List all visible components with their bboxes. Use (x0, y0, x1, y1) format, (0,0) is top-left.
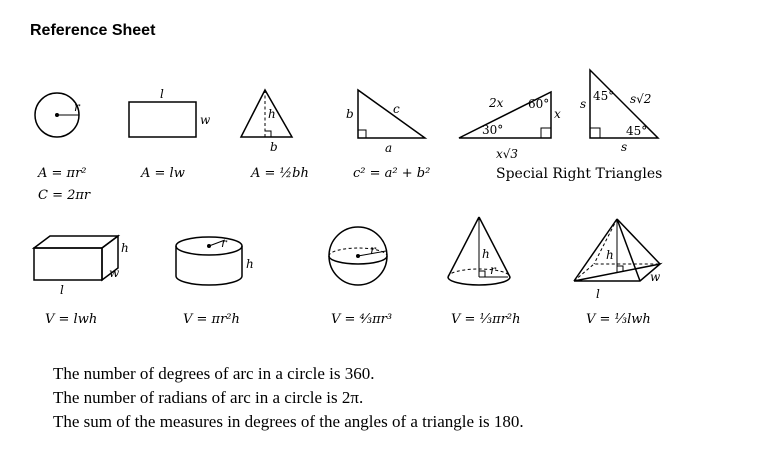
pyramid-height-label: h (606, 248, 614, 262)
right-triangle-leg-a-label: a (385, 141, 393, 155)
cone-figure (448, 217, 510, 285)
page-title: Reference Sheet (30, 22, 156, 39)
cylinder-volume-formula: V = πr²h (183, 312, 240, 327)
right-triangle-figure (346, 90, 425, 155)
triangle-base-label: b (270, 140, 278, 154)
rectangle-width-label: w (200, 113, 211, 127)
box-width-label: w (109, 266, 120, 280)
cone-volume-formula: V = ⅓πr²h (451, 312, 521, 327)
note-triangle-sum: The sum of the measures in degrees of the angles of a triangle is 180. (53, 412, 524, 431)
sphere-figure (329, 227, 387, 285)
pyramid-length-label: l (596, 287, 600, 301)
note-degrees: The number of degrees of arc in a circle is 360. (53, 364, 375, 383)
box-height-label: h (121, 241, 129, 255)
triangle-figure (241, 90, 292, 154)
cylinder-radius-label: r (221, 236, 227, 250)
pyramid-volume-formula: V = ⅓lwh (586, 312, 651, 327)
triangle-height-label: h (268, 107, 276, 121)
rectangle-length-label: l (160, 87, 164, 101)
rectangle-figure (129, 87, 211, 137)
circle-figure (35, 93, 81, 137)
circle-radius-label: r (74, 100, 80, 114)
right-triangle-hypotenuse-label: c (393, 102, 400, 116)
triangle-45-45-90-figure (580, 70, 658, 154)
angle-30-label: 30° (482, 123, 504, 137)
right-triangle-leg-b-label: b (346, 107, 354, 121)
special-right-triangles-label: Special Right Triangles (496, 166, 663, 182)
note-radians: The number of radians of arc in a circle is 2π. (53, 388, 364, 407)
cylinder-figure (176, 236, 254, 285)
hypotenuse-s-root2-label: s√2 (630, 92, 652, 106)
sphere-radius-label: r (370, 243, 376, 257)
triangle-area-formula: A = ½bh (251, 166, 309, 181)
box-figure (34, 236, 129, 297)
hypotenuse-2x-label: 2x (489, 96, 504, 110)
cone-height-label: h (482, 247, 490, 261)
circle-circumference-formula: C = 2πr (38, 188, 91, 203)
horizontal-leg-s-label: s (621, 140, 628, 154)
triangle-30-60-90-figure (459, 92, 561, 161)
cone-radius-label: r (490, 263, 496, 277)
rectangle-area-formula: A = lw (141, 166, 185, 181)
cylinder-height-label: h (246, 257, 254, 271)
angle-60-label: 60° (528, 97, 550, 111)
circle-area-formula: A = πr² (38, 166, 87, 181)
long-leg-label: x√3 (496, 147, 519, 161)
pythagorean-formula: c² = a² + b² (353, 166, 431, 181)
vertical-leg-s-label: s (580, 97, 587, 111)
pyramid-figure (574, 219, 661, 301)
short-leg-x-label: x (554, 107, 561, 121)
box-volume-formula: V = lwh (45, 312, 98, 327)
pyramid-width-label: w (650, 270, 661, 284)
sphere-volume-formula: V = ⁴⁄₃πr³ (331, 312, 393, 327)
angle-45-top-label: 45° (593, 89, 615, 103)
angle-45-right-label: 45° (626, 124, 648, 138)
box-length-label: l (60, 283, 64, 297)
